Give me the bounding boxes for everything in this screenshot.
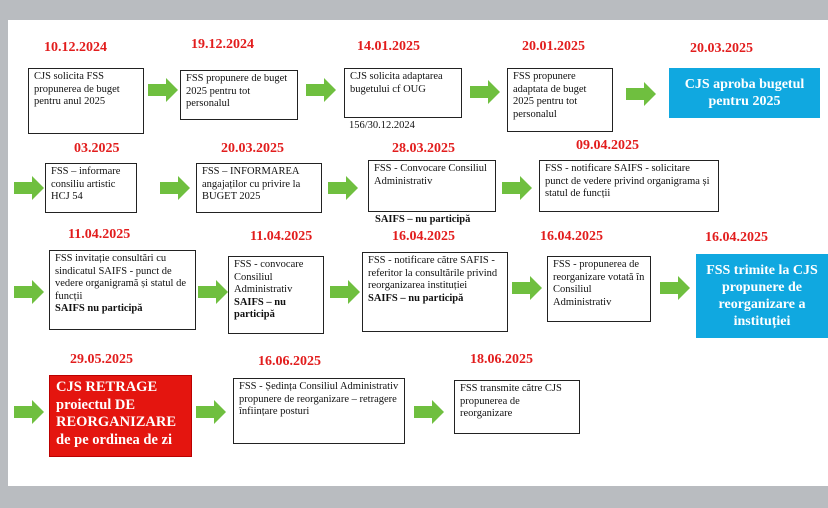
step-date: 18.06.2025 [470, 352, 533, 367]
flow-arrow-icon [14, 280, 44, 304]
flow-arrow-icon [330, 280, 360, 304]
highlight-step-box [49, 375, 192, 457]
flow-arrow-icon [14, 176, 44, 200]
flow-arrow-icon [626, 82, 656, 106]
step-date: 10.12.2024 [44, 40, 107, 55]
step-text: CJS solicita adaptarea bugetului cf OUG [350, 71, 443, 95]
flow-arrow-icon [660, 276, 690, 300]
flow-arrow-icon [306, 78, 336, 102]
step-date: 20.03.2025 [690, 41, 753, 56]
flow-arrow-icon [502, 176, 532, 200]
flow-arrow-icon [198, 280, 228, 304]
flow-arrow-icon [148, 78, 178, 102]
step-box [196, 163, 322, 213]
step-note: SAIFS nu participă [55, 303, 143, 315]
step-date: 16.04.2025 [540, 229, 603, 244]
flow-arrow-icon [414, 400, 444, 424]
step-text: FSS propunere de buget 2025 pentru tot personalul [186, 73, 288, 110]
step-date: 03.2025 [74, 141, 120, 156]
step-date: 16.06.2025 [258, 354, 321, 369]
step-box [362, 252, 508, 332]
highlight-step-box [696, 254, 828, 338]
step-date: 09.04.2025 [576, 138, 639, 153]
step-date: 11.04.2025 [250, 229, 313, 244]
step-text: CJS aproba bugetul pentru 2025 [684, 77, 805, 109]
step-text: FSS - convocare Consiliul Administrativ [234, 259, 304, 296]
step-date: 14.01.2025 [357, 39, 420, 54]
step-extra: 156/30.12.2024 [349, 120, 415, 131]
flow-arrow-icon [328, 176, 358, 200]
step-box [507, 68, 613, 132]
step-box [49, 250, 196, 330]
step-text: FSS propunere adaptata de buget 2025 pentru tot personalul [513, 71, 587, 120]
step-date: 28.03.2025 [392, 141, 455, 156]
step-date: 11.04.2025 [68, 227, 131, 242]
step-box [180, 70, 298, 120]
step-date: 19.12.2024 [191, 37, 254, 52]
step-note: SAIFS – nu participă [368, 292, 464, 304]
step-date: 16.04.2025 [392, 229, 455, 244]
step-text: FSS invitație consultări cu sindicatul SAIFS - punct de vedere organigramă și statul de funcții [55, 253, 187, 302]
flow-arrow-icon [196, 400, 226, 424]
flow-arrow-icon [512, 276, 542, 300]
step-box [547, 256, 651, 322]
step-text: FSS - Convocare Consiliul Administrativ [374, 163, 487, 187]
step-box [233, 378, 405, 444]
step-box [45, 163, 137, 213]
step-box [228, 256, 324, 334]
step-text: FSS - notificare către SAFIS - referitor la consultările privind reorganizarea instituției [368, 255, 498, 292]
timeline-canvas [8, 20, 828, 486]
step-box [344, 68, 462, 118]
step-date: 16.04.2025 [705, 230, 768, 245]
step-box [454, 380, 580, 434]
step-text: FSS transmite către CJS propunerea de reorganizare [460, 383, 562, 420]
step-text: CJS RETRAGE proiectul DE REORGANIZARE de pe ordinea de zi [56, 379, 177, 448]
step-text: FSS – informare consiliu artistic HCJ 54 [51, 166, 121, 203]
step-box [539, 160, 719, 212]
flow-arrow-icon [14, 400, 44, 424]
step-note: SAIFS – nu participă [375, 214, 471, 225]
step-text: FSS - notificare SAIFS - solicitare punct de vedere privind organigrama și statul de funcții [545, 163, 710, 200]
step-date: 20.03.2025 [221, 141, 284, 156]
step-note: SAIFS – nu participă [234, 296, 286, 321]
step-box [368, 160, 496, 212]
step-date: 29.05.2025 [70, 352, 133, 367]
step-text: FSS – INFORMAREA angajaților cu privire la BUGET 2025 [202, 166, 301, 203]
step-text: FSS - propunerea de reorganizare votată în Consiliul Administrativ [553, 259, 645, 308]
step-text: FSS trimite la CJS propunere de reorganizare a instituției [706, 263, 818, 329]
highlight-step-box [669, 68, 820, 118]
step-text: CJS solicita FSS propunerea de buget pentru anul 2025 [34, 71, 120, 108]
step-box [28, 68, 144, 134]
step-date: 20.01.2025 [522, 39, 585, 54]
flow-arrow-icon [470, 80, 500, 104]
step-text: FSS - Ședința Consiliul Administrativ propunere de reorganizare – retragere înființare posturi [239, 381, 399, 418]
flow-arrow-icon [160, 176, 190, 200]
